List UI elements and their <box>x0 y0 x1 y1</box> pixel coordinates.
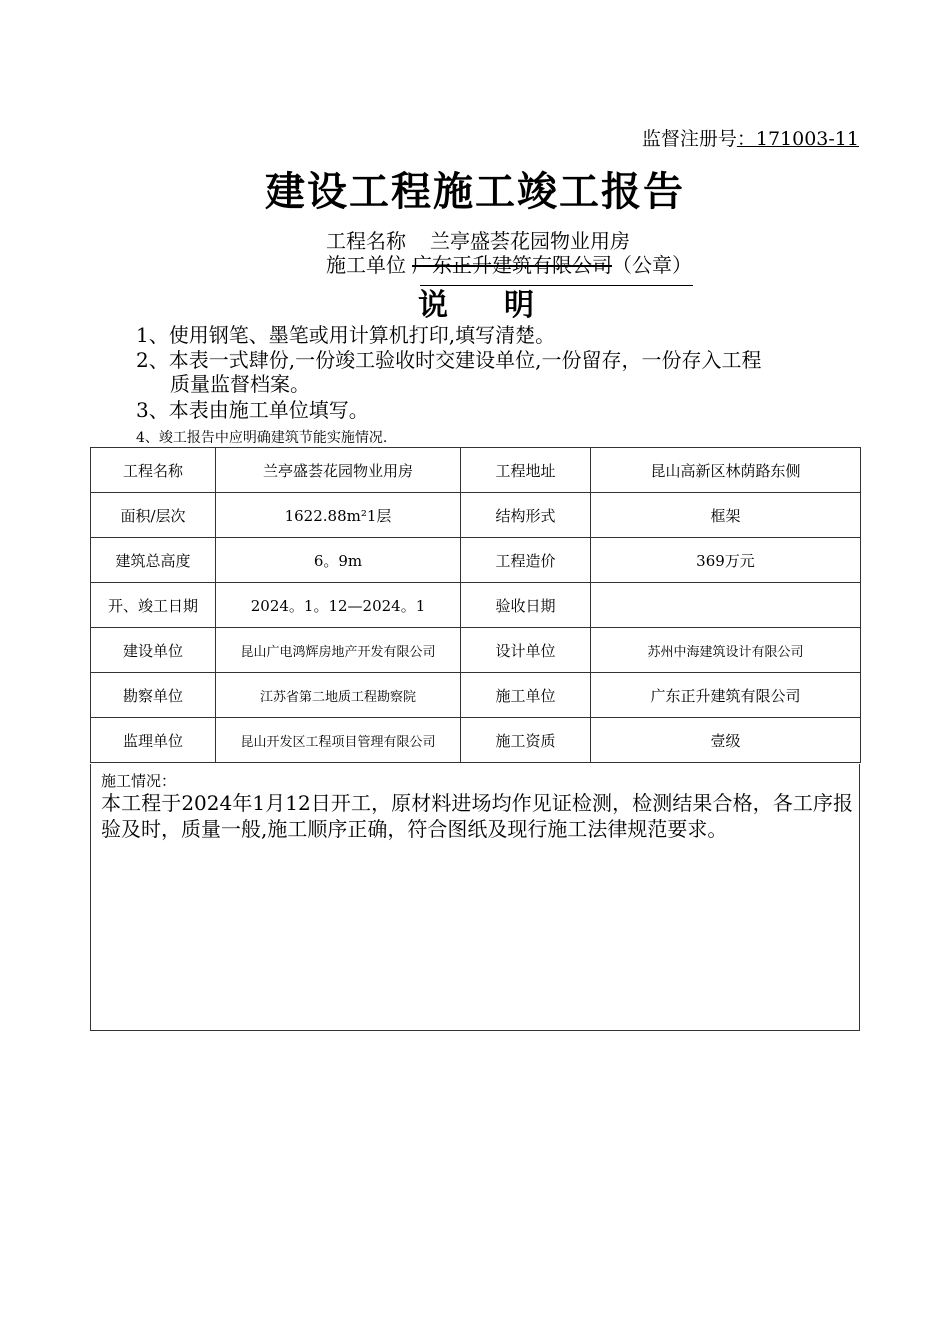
note-item-2-line-2: 质量监督档案。 <box>170 372 310 396</box>
table-row <box>91 718 861 763</box>
table-row <box>91 538 861 583</box>
table-value-cell <box>591 583 861 628</box>
project-name-label: 工程名称 <box>326 229 406 253</box>
note-item-1: 1、使用钢笔、墨笔或用计算机打印,填写清楚。 <box>136 323 556 347</box>
project-info-table <box>90 447 861 763</box>
table-value-cell: 苏州中海建筑设计有限公司 <box>591 628 861 673</box>
notes-heading <box>418 280 534 324</box>
table-value-cell: 昆山高新区林荫路东侧 <box>591 448 861 493</box>
note-item-2-line-1: 2、本表一式肆份,一份竣工验收时交建设单位,一份留存，一份存入工程 <box>136 348 762 372</box>
table-label-cell: 工程地址 <box>461 448 591 493</box>
situation-text: 本工程于2024年1月12日开工，原材料进场均作见证检测，检测结果合格，各工序报验及时，质量一般,施工顺序正确，符合图纸及现行施工法律规范要求。 <box>101 791 853 841</box>
table-row <box>91 628 861 673</box>
note-item-3: 3、本表由施工单位填写。 <box>136 398 369 422</box>
table-value-cell: 壹级 <box>591 718 861 763</box>
registration-number <box>642 124 859 151</box>
table-label-cell: 开、竣工日期 <box>91 583 216 628</box>
table-label-cell: 建设单位 <box>91 628 216 673</box>
table-value-cell: 广东正升建筑有限公司 <box>591 673 861 718</box>
note-item-2 <box>136 348 860 396</box>
table-row <box>91 583 861 628</box>
table-label-cell: 勘察单位 <box>91 673 216 718</box>
notes-heading-char-2: 明 <box>504 288 534 323</box>
construction-situation-box <box>90 764 860 1031</box>
contractor-label: 施工单位 <box>326 253 406 277</box>
project-name-value: 兰亭盛荟花园物业用房 <box>430 229 630 253</box>
table-row <box>91 448 861 493</box>
table-label-cell: 施工单位 <box>461 673 591 718</box>
contractor-value: 广东正升建筑有限公司 <box>412 253 612 277</box>
registration-label: 监督注册号 <box>641 128 737 150</box>
table-value-cell: 2024。1。12—2024。1 <box>216 583 461 628</box>
table-label-cell: 建筑总高度 <box>91 538 216 583</box>
situation-label: 施工情况： <box>101 772 177 790</box>
table-label-cell: 施工资质 <box>461 718 591 763</box>
table-value-cell: 昆山开发区工程项目管理有限公司 <box>216 718 461 763</box>
table-value-cell: 框架 <box>591 493 861 538</box>
table-label-cell: 设计单位 <box>461 628 591 673</box>
registration-value: ：171003-11 <box>736 128 859 150</box>
page-title: 建设工程施工竣工报告 <box>265 168 685 215</box>
table-label-cell: 验收日期 <box>461 583 591 628</box>
table-row <box>91 673 861 718</box>
seal-note: （公章） <box>612 253 692 277</box>
note-item-4: 4、竣工报告中应明确建筑节能实施情况. <box>136 430 388 446</box>
table-label-cell: 结构形式 <box>461 493 591 538</box>
contractor-line <box>326 249 692 278</box>
table-value-cell: 1622.88m²1层 <box>216 493 461 538</box>
table-label-cell: 工程名称 <box>91 448 216 493</box>
notes-heading-char-1: 说 <box>418 288 448 323</box>
table-row <box>91 493 861 538</box>
table-value-cell: 369万元 <box>591 538 861 583</box>
table-label-cell: 工程造价 <box>461 538 591 583</box>
table-label-cell: 面积/层次 <box>91 493 216 538</box>
table-value-cell: 昆山广电鸿辉房地产开发有限公司 <box>216 628 461 673</box>
table-value-cell: 江苏省第二地质工程勘察院 <box>216 673 461 718</box>
table-value-cell: 6。9m <box>216 538 461 583</box>
table-value-cell: 兰亭盛荟花园物业用房 <box>216 448 461 493</box>
table-label-cell: 监理单位 <box>91 718 216 763</box>
